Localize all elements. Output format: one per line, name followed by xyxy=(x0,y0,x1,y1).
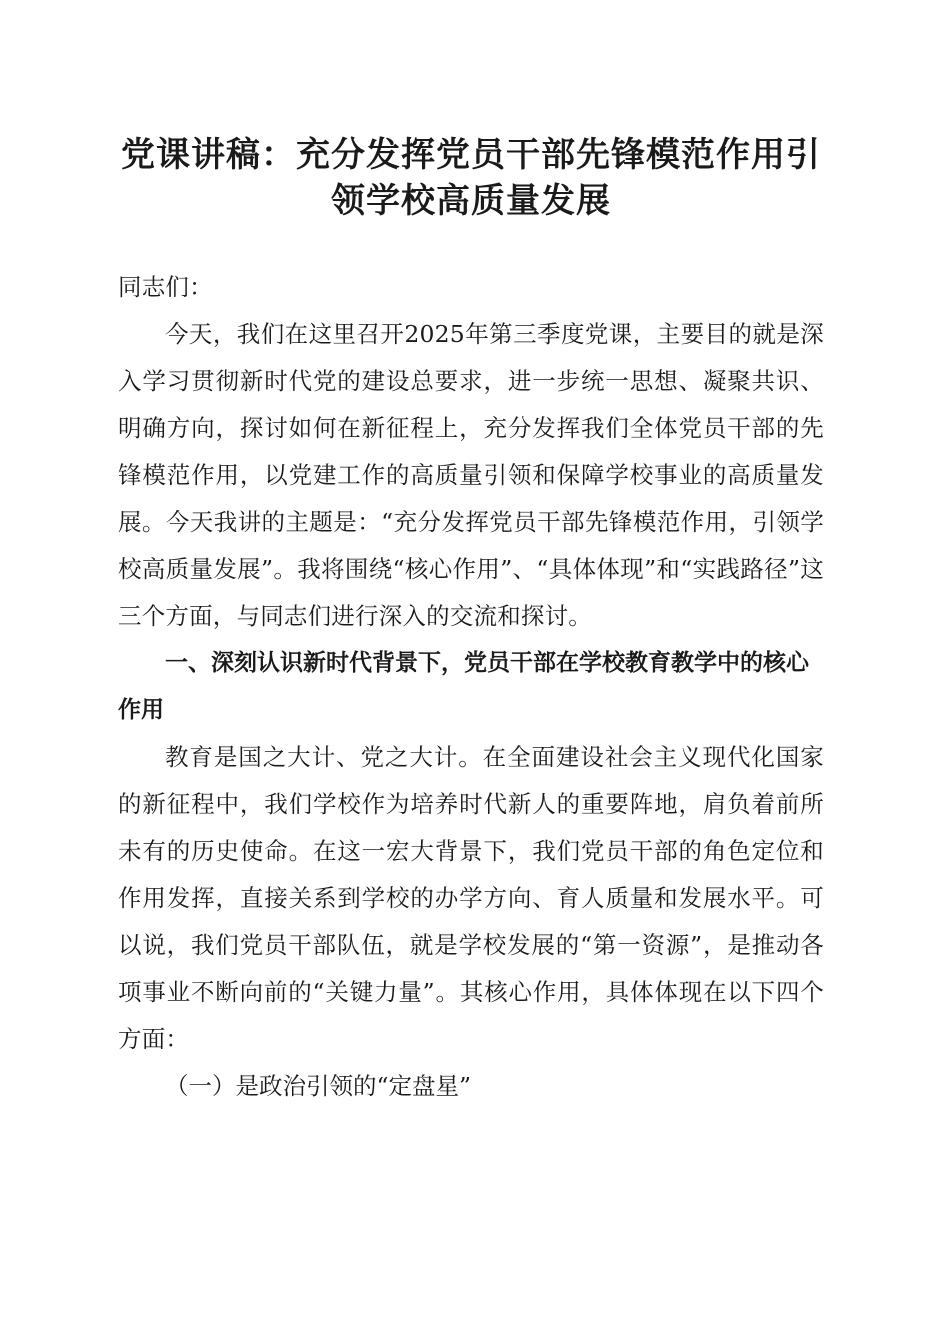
document-title: 党课讲稿：充分发挥党员干部先锋模范作用引领学校高质量发展 xyxy=(121,135,821,221)
document-page xyxy=(118,132,824,1110)
section-1-paragraph: 教育是国之大计、党之大计。在全面建设社会主义现代化国家的新征程中，我们学校作为培养时代新人的重要阵地，肩负着前所未有的历史使命。在这一宏大背景下，我们党员干部的角色定位和作用发挥，直接关系到学校的办学方向、育人质量和发展水平。可以说，我们党员干部队伍，就是学校发展的“第一资源”，是推动各项事业不断向前的“关键力量”。其核心作用，具体体现在以下四个方面： xyxy=(118,743,824,1053)
section-1-subheading: （一）是政治引领的“定盘星” xyxy=(165,1072,472,1100)
section-1-heading: 一、深刻认识新时代背景下，党员干部在学校教育教学中的核心作用 xyxy=(118,650,809,723)
intro-paragraph: 今天，我们在这里召开2025年第三季度党课，主要目的就是深入学习贯彻新时代党的建设总要求，进一步统一思想、凝聚共识、明确方向，探讨如何在新征程上，充分发挥我们全体党员干部的先锋模范作用，以党建工作的高质量引领和保障学校事业的高质量发展。今天我讲的主题是：“充分发挥党员干部先锋模范作用，引领学校高质量发展”。我将围绕“核心作用”、“具体体现”和“实践路径”这三个方面，与同志们进行深入的交流和探讨。 xyxy=(118,320,824,630)
salutation: 同志们： xyxy=(118,273,213,301)
